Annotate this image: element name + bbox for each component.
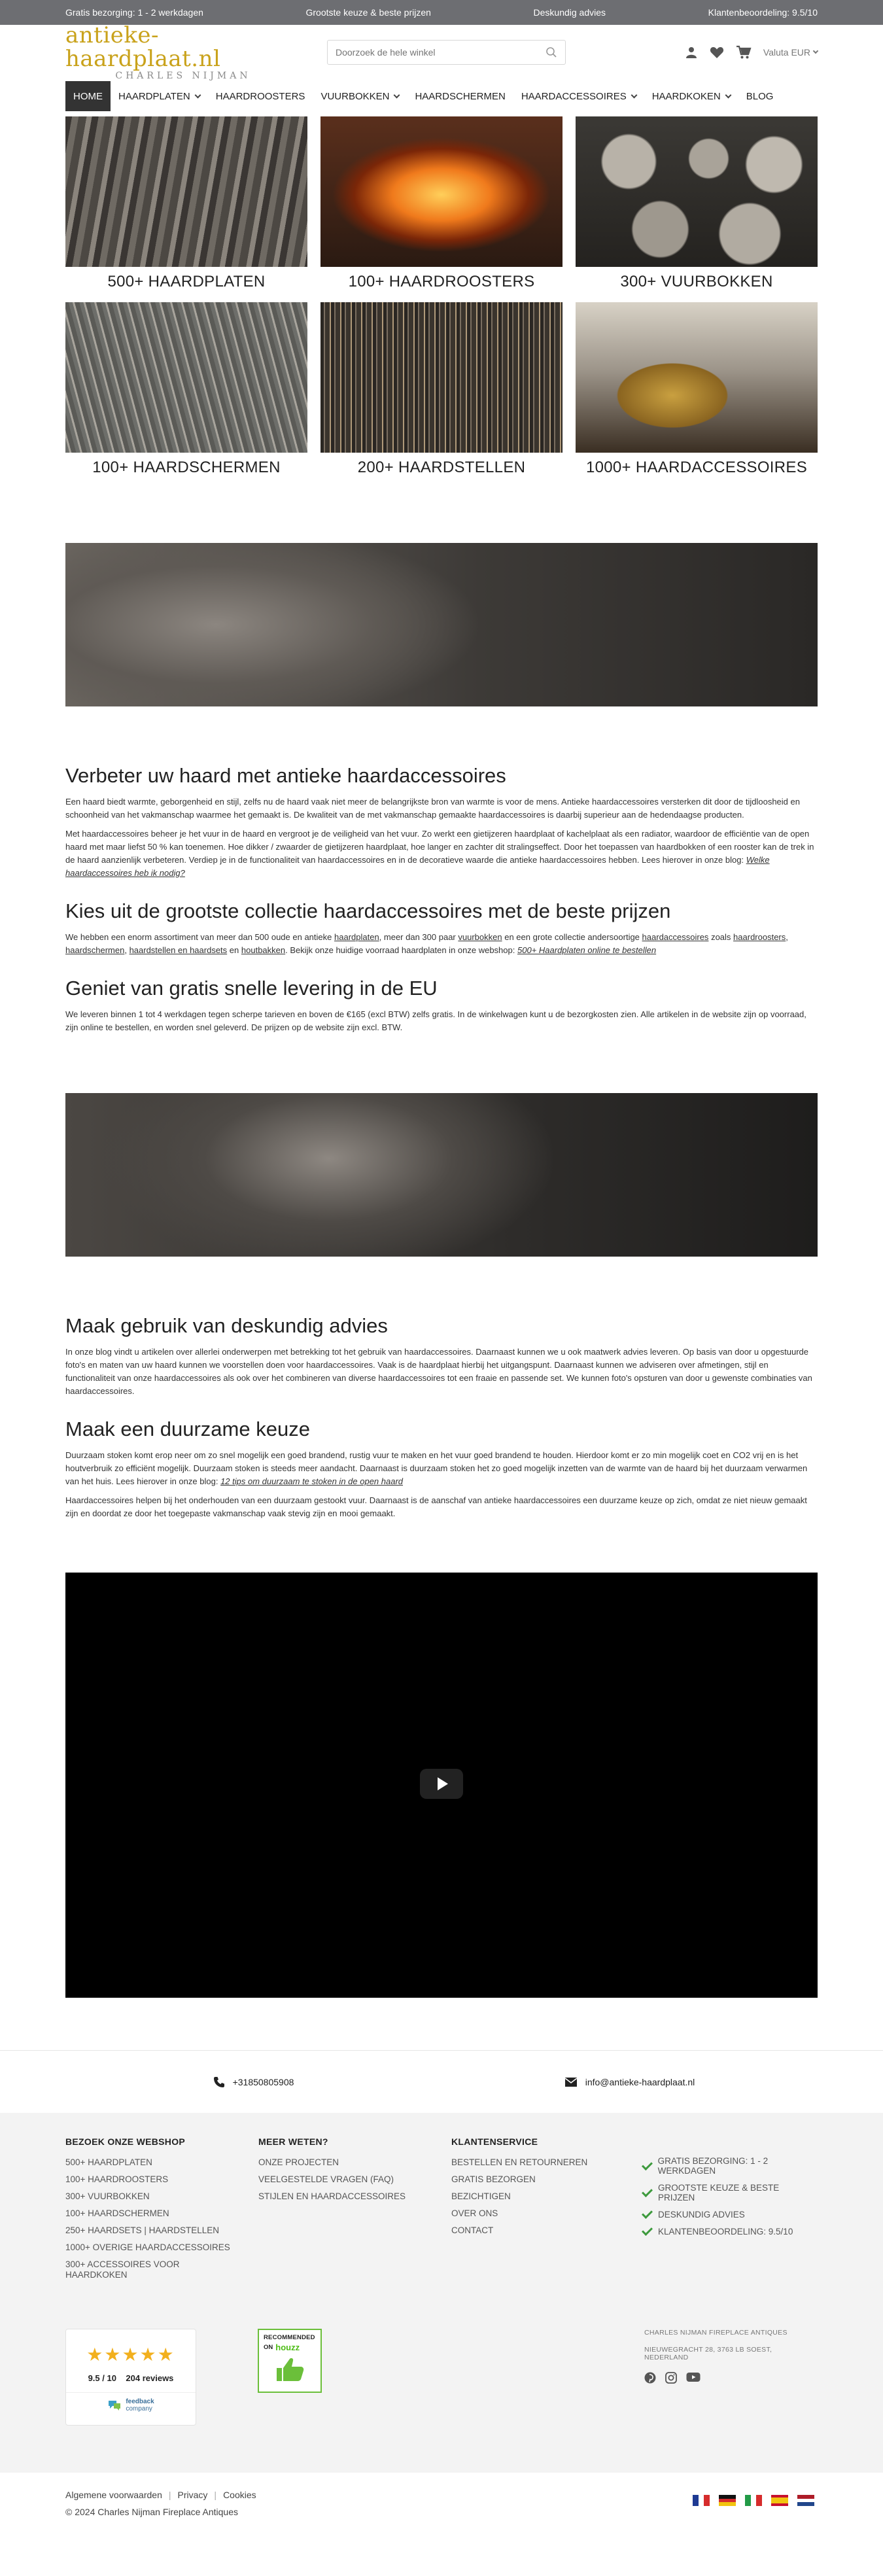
flag-nl-icon[interactable] [797,2495,814,2506]
category-image-vuurbokken [576,116,818,267]
usp-rating: Klantenbeoordeling: 9.5/10 [708,7,818,18]
footer-link[interactable]: 100+ HAARDSCHERMEN [65,2208,169,2218]
footer-link[interactable]: BESTELLEN EN RETOURNEREN [451,2157,588,2167]
play-icon [438,1777,448,1790]
site-footer [0,2113,883,2473]
logo-subtext: CHARLES NIJMAN [115,71,251,81]
section-paragraph: Een haard biedt warmte, geborgenheid en stijl, zelfs nu de haard vaak niet meer de belangrijkste bron van warmte is voor de mens. Antieke haardaccessoires versterken dit door de tijdloosheid en schoonheid van het vakmanschap waarmee het gemaakt is. De kwaliteit van de met vakmanschap gemaakte haardaccessoires is daarbij superieur aan de hedendaagse producten. [65,797,800,820]
feedback-logo [66,2392,196,2412]
blog-link-accessories[interactable]: Welke haardaccessoires heb ik nodig? [65,855,770,878]
link-haardroosters[interactable]: haardroosters [733,932,786,942]
section-paragraph [65,1449,818,1488]
nav-haardaccessoires-label: HAARDACCESSOIRES [521,90,627,102]
phone-number: +31850805908 [232,2077,294,2087]
feedback-brand-line1: feedback [126,2398,154,2405]
section-title: Maak een duurzame keuze [65,1418,310,1440]
nav-haardroosters[interactable] [208,81,313,111]
nav-haardaccessoires[interactable] [513,81,644,111]
footer-usps [644,2136,818,2287]
youtube-icon[interactable] [686,2372,701,2382]
thumbs-up-icon [273,2356,305,2382]
bottom-bar [0,2473,883,2576]
feedback-brand-line2: company [126,2405,152,2412]
mail-icon [564,2077,578,2087]
header-icons [685,45,818,60]
nav-haardkoken[interactable] [644,81,738,111]
footer-col-service [451,2136,644,2287]
video-player[interactable] [65,1573,818,1998]
flag-fr-icon[interactable] [693,2495,710,2506]
section-title: Verbeter uw haard met antieke haardaccessoires [65,764,506,787]
footer-link[interactable]: ONZE PROJECTEN [258,2157,339,2167]
paragraph-text: en [229,945,239,955]
instagram-icon[interactable] [665,2372,677,2384]
flag-de-icon[interactable] [719,2495,736,2506]
footer-usp [644,2227,818,2237]
footer-col-webshop [65,2136,258,2287]
nav-haardkoken-label: HAARDKOKEN [651,90,721,102]
usp-text: KLANTENBEOORDELING: 9.5/10 [658,2227,793,2237]
chevron-down-icon [725,92,731,98]
site-logo[interactable] [65,24,301,81]
phone-icon [213,2076,225,2088]
chevron-down-icon [813,48,818,54]
rating-summary [66,2373,196,2383]
footer-link[interactable]: CONTACT [451,2225,494,2235]
paragraph-text: , meer dan 300 paar [379,932,456,942]
nav-haardplaten[interactable] [111,81,208,111]
rating-count: 204 reviews [126,2373,174,2383]
nav-blog-label: BLOG [746,90,774,102]
paragraph-text: Duurzaam stoken komt erop neer om zo snel mogelijk een goed brandend, rustig vuur te maken en het vuur goed brandend te houden. Hierdoor komt er zo min mogelijk coet en CO2 vrij en is het houtverbruik zo efficiënt mogelijk. Duurzaam stoken is steeds meer aandacht. Daarnaast is duurzaam stoken het zo goed mogelijk inzetten van de warmte van de haard bij het duurzaam verwarmen van het huis. Lees hierover in onze blog: [65,1450,808,1486]
contact-strip [0,2050,883,2113]
section-collection [65,899,818,957]
separator: | [214,2490,217,2500]
houzz-recommended-text: RECOMMENDED [264,2334,315,2341]
usp-text: DESKUNDIG ADVIES [658,2210,745,2219]
paragraph-text: en een grote collectie andersoortige [504,932,640,942]
category-image-haardschermen [65,302,307,453]
usp-text: GRATIS BEZORGING: 1 - 2 WERKDAGEN [657,2156,769,2176]
footer-col-title: MEER WETEN? [258,2136,328,2147]
nav-home-label: HOME [73,90,103,102]
nav-home[interactable] [65,81,111,111]
usp-topbar [0,0,883,25]
chevron-down-icon [194,92,201,98]
email-address: info@antieke-haardplaat.nl [585,2077,695,2087]
link-houtbakken[interactable]: houtbakken [241,945,286,955]
category-label: 300+ VUURBOKKEN [620,273,773,290]
rating-score: 9.5 / 10 [88,2373,116,2383]
category-image-haardaccessoires [576,302,818,453]
paragraph-text: Met haardaccessoires beheer je het vuur in de haard en vergroot je de veiligheid van het vuur. Zo werkt een gietijzeren haardplaat of kachelplaat als een radiator, waardoor de efficiëntie van de open haard met maar liefst 50 % kan toenemen. Hoe dikker / zwaarder de gietijzeren haardplaat, hoe langer en zachter dit stralingseffect. Door het toepassen van haardbokken of een rooster kan de trek in de haard aanzienlijk verbeteren. Verdiep je in de functionaliteit van haardaccessoires en in de decoratieve waarde die antieke haardaccessoires hebben. Lees hierover in onze blog: [65,829,814,865]
paragraph-text: zoals [711,932,731,942]
section-delivery [65,977,818,1034]
category-grid [65,116,818,483]
category-label: 100+ HAARDSCHERMEN [92,459,281,476]
footer-link[interactable]: 100+ HAARDROOSTERS [65,2174,169,2184]
cart-icon[interactable] [736,45,752,60]
contact-phone[interactable] [65,2076,441,2088]
account-icon[interactable] [685,46,698,59]
category-tile-haardplaten[interactable] [65,116,307,297]
blog-link-sustainable[interactable]: 12 tips om duurzaam te stoken in de open haard [220,1476,404,1486]
currency-switcher[interactable] [763,47,818,58]
footer-link[interactable]: GRATIS BEZORGEN [451,2174,536,2184]
footer-link[interactable]: 500+ HAARDPLATEN [65,2157,152,2167]
usp-choice: Grootste keuze & beste prijzen [305,7,431,18]
nav-haardschermen-label: HAARDSCHERMEN [415,90,506,102]
footer-link[interactable]: 300+ ACCESSOIRES VOOR HAARDKOKEN [65,2259,180,2280]
section-sustainable [65,1418,818,1520]
footer-link[interactable]: VEELGESTELDE VRAGEN (FAQ) [258,2174,394,2184]
company-address: NIEUWEGRACHT 28, 3763 LB SOEST, NEDERLAND [644,2346,772,2361]
feedback-company-badge[interactable] [65,2329,196,2426]
usp-delivery: Gratis bezorging: 1 - 2 werkdagen [65,7,203,18]
footer-usp [644,2156,818,2176]
search-icon[interactable] [545,46,557,58]
section-title: Geniet van gratis snelle levering in de EU [65,977,438,1000]
houzz-logo-line [264,2342,316,2352]
link-haardschermen[interactable]: haardschermen [65,945,125,955]
footer-link[interactable]: OVER ONS [451,2208,498,2218]
category-label: 200+ HAARDSTELLEN [357,459,526,476]
section-improve-fireplace [65,764,818,880]
separator: | [168,2490,171,2500]
search-box [327,40,566,65]
chevron-down-icon [631,92,637,98]
footer-link[interactable]: 250+ HAARDSETS | HAARDSTELLEN [65,2225,219,2235]
pinterest-icon[interactable] [644,2372,656,2384]
language-flags [693,2495,814,2506]
play-button[interactable] [420,1769,463,1799]
privacy-link[interactable]: Privacy [177,2490,208,2500]
category-label: 500+ HAARDPLATEN [107,273,266,290]
houzz-badge[interactable] [258,2329,322,2393]
category-image-haardroosters [320,116,563,267]
nav-haardroosters-label: HAARDROOSTERS [215,90,305,102]
footer-col-title: KLANTENSERVICE [451,2136,538,2147]
paragraph-text: . Bekijk onze huidige voorraad haardplaten in onze webshop: [285,945,515,955]
houzz-on-text: ON [264,2344,273,2351]
category-tile-haardroosters[interactable] [320,116,563,297]
section-paragraph: In onze blog vindt u artikelen over allerlei onderwerpen met betrekking tot het gebruik van haardaccessoires. Daarnaast kunnen we u ook maatwerk advies leveren. Op basis van door u opgestuurde foto's en maten van uw haard kunnen we voorstellen doen voor haardaccessoires. Vaak is de haardplaat hierbij het uitgangspunt. Daarnaast kunnen we adviseren over afmetingen, stijl en functionaliteit van onze haardaccessoires als ook over het combineren van diverse haardaccessoires tot een fraaie en passende set. We kunnen foto's opsturen van door u gewenste combinaties van haardaccessoires. [65,1347,812,1396]
category-tile-vuurbokken[interactable] [576,116,818,297]
footer-company [644,2329,818,2426]
usp-text: GROOTSTE KEUZE & BESTE PRIJZEN [657,2183,780,2202]
rating-stars: ★★★★★ [86,2344,175,2365]
footer-link[interactable]: 300+ VUURBOKKEN [65,2191,150,2201]
social-icons [644,2372,818,2384]
section-title: Kies uit de grootste collectie haardaccessoires met de beste prijzen [65,899,671,922]
nav-vuurbokken[interactable] [313,81,407,111]
category-image-haardstellen [320,302,563,453]
footer-col-info [258,2136,451,2287]
hero-banner-firebacks [65,543,818,706]
footer-link[interactable]: 1000+ OVERIGE HAARDACCESSOIRES [65,2242,230,2252]
logo-text: antieke-haardplaat.nl [65,22,221,72]
chevron-down-icon [394,92,400,98]
contact-email[interactable] [441,2077,818,2087]
section-paragraph: We leveren binnen 1 tot 4 werkdagen tegen scherpe tarieven en boven de €165 (excl BTW) zelfs gratis. In de winkelwagen kunt u de bezorgkosten zien. Alle artikelen in de website zijn op voorraad, zijn online te bestellen, en worden snel geleverd. De prijzen op de website zijn excl. BTW. [65,1009,806,1032]
category-tile-haardaccessoires[interactable] [576,302,818,483]
footer-link[interactable]: BEZICHTIGEN [451,2191,511,2201]
wishlist-heart-icon[interactable] [710,46,724,59]
banner-fireback-closeup [65,1093,818,1257]
flag-it-icon[interactable] [745,2495,762,2506]
cookies-link[interactable]: Cookies [223,2490,256,2500]
houzz-brand: houzz [275,2342,300,2352]
company-name: CHARLES NIJMAN FIREPLACE ANTIQUES [644,2329,788,2337]
nav-haardschermen[interactable] [407,81,513,111]
footer-link[interactable]: STIJLEN EN HAARDACCESSOIRES [258,2191,406,2201]
link-haardstellen[interactable]: haardstellen en haardsets [129,945,228,955]
link-haardaccessoires[interactable]: haardaccessoires [642,932,709,942]
category-image-haardplaten [65,116,307,267]
link-order-haardplaten[interactable]: 500+ Haardplaten online te bestellen [517,945,657,955]
main-navigation [0,80,883,113]
section-expert-advice [65,1314,818,1398]
section-paragraph: We hebben een enorm assortiment van meer dan 500 oude en antieke haardplaten, meer dan 300 paar vuurbokken en een grote collectie andersoortige haardaccessoires zoals haardroosters, haardschermen, haardstellen en haardsets en houtbakken. Bekijk onze huidige voorraad haardplaten in onze webshop: 500+ Haardplaten online te bestellen [65,932,788,955]
currency-label: Valuta EUR [763,47,810,58]
link-vuurbokken[interactable]: vuurbokken [458,932,502,942]
nav-blog[interactable] [738,81,782,111]
copyright: © 2024 Charles Nijman Fireplace Antiques [65,2507,239,2517]
terms-link[interactable]: Algemene voorwaarden [65,2490,162,2500]
nav-vuurbokken-label: VUURBOKKEN [320,90,390,102]
category-label: 100+ HAARDROOSTERS [348,273,535,290]
section-paragraph [65,827,818,880]
section-paragraph: Haardaccessoires helpen bij het onderhouden van een duurzaam gestookt vuur. Daarnaast is de aanschaf van antieke haardaccessoires een duurzame keuze op zich, omdat ze niet nieuw gemaakt zijn en doordat ze door het toegepaste vakmanschap vaak stevig zijn en mooi gemaakt. [65,1495,807,1518]
category-tile-haardstellen[interactable] [320,302,563,483]
footer-usp [644,2210,818,2219]
feedback-company-icon [107,2399,122,2411]
usp-advice: Deskundig advies [533,7,606,18]
link-haardplaten[interactable]: haardplaten [334,932,379,942]
site-header [0,22,883,81]
category-tile-haardschermen[interactable] [65,302,307,483]
flag-es-icon[interactable] [771,2495,788,2506]
footer-usp [644,2183,818,2202]
category-label: 1000+ HAARDACCESSOIRES [585,459,808,476]
nav-haardplaten-label: HAARDPLATEN [118,90,190,102]
search-input[interactable] [336,47,545,58]
paragraph-text: We hebben een enorm assortiment van meer dan 500 oude en antieke [65,932,332,942]
footer-col-title: BEZOEK ONZE WEBSHOP [65,2136,186,2147]
section-title: Maak gebruik van deskundig advies [65,1314,388,1337]
